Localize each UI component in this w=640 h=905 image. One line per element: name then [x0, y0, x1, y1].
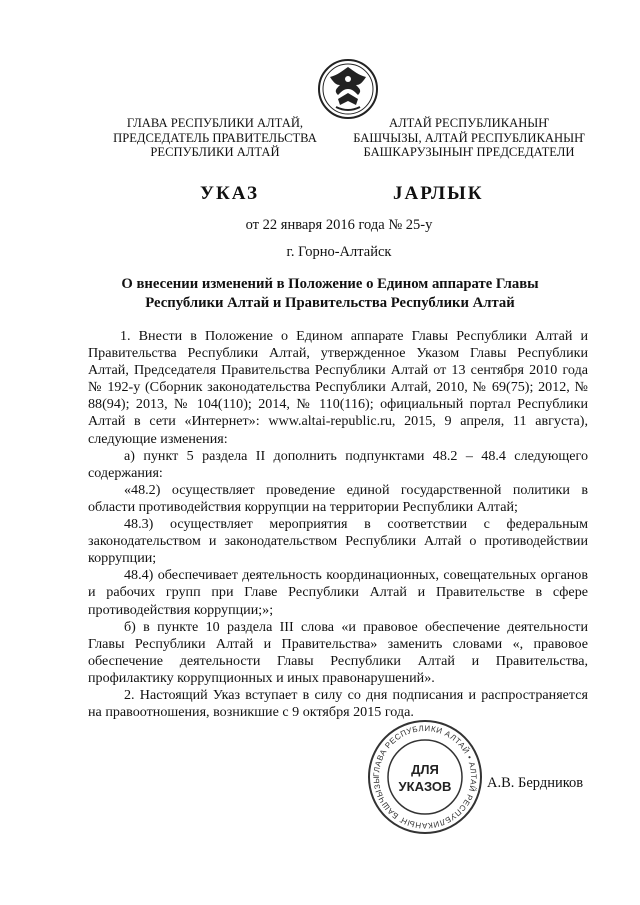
header-right-line: БАШКАРУЗЫНЫҤ ПРЕДСЕДАТЕЛИ — [363, 145, 575, 159]
title-line: О внесении изменений в Положение о Едином аппарате Главы — [121, 276, 539, 292]
header-left-block — [108, 116, 322, 160]
header-left-line: ПРЕДСЕДАТЕЛЬ ПРАВИТЕЛЬСТВА — [113, 130, 317, 145]
signer-name: А.В. Бердников — [487, 775, 584, 791]
doc-type-left: УКАЗ — [200, 183, 259, 204]
doc-type-right: ЈАРЛЫК — [393, 183, 484, 204]
document-title — [110, 275, 550, 313]
header-left-line: ГЛАВА РЕСПУБЛИКИ АЛТАЙ, — [126, 116, 304, 130]
coat-of-arms-emblem — [316, 55, 380, 121]
stamp-center-line1: ДЛЯ — [411, 762, 439, 777]
paragraph-a: а) пункт 5 раздела II дополнить подпунктами 48.2 – 48.4 следующего содержания: — [88, 447, 588, 481]
stamp-ring-text: ГЛАВА РЕСПУБЛИКИ АЛТАЙ • АЛТАЙ РЕСПУБЛИКАНЫҤ БАШЧЫЗЫ — [371, 723, 479, 831]
date-line: от 22 января 2016 года № 25-у — [245, 217, 433, 233]
paragraph-48-4: 48.4) обеспечивает деятельность координационных, совещательных органов и рабочих групп при Главе Республики Алтай и Правительстве в сфере противодействия коррупции;»; — [88, 567, 588, 618]
header-right-block — [352, 116, 586, 160]
official-stamp — [366, 718, 484, 836]
paragraph-b: б) в пункте 10 раздела III слова «и правовое обеспечение деятельности Главы Республики Алтай и Правительства» заменить словами «, правовое обеспечение деятельности Главы Республики Алтай и Правительства, профилактику коррупционных и иных правонарушений». — [88, 618, 588, 686]
paragraph-48-3: 48.3) осуществляет мероприятия в соответствии с федеральным законодательством и законодательством Республики Алтай о противодействии коррупции; — [88, 516, 588, 567]
header-right-line: БАШЧЫЗЫ, АЛТАЙ РЕСПУБЛИКАНЫҤ — [353, 130, 585, 145]
paragraph-1: 1. Внести в Положение о Едином аппарате Главы Республики Алтай и Правительства Республики Алтай, утвержденное Указом Главы Республики Алтай, Председателя Правительства Республики Алтай от 13 сентября 2010 года № 192-у (Сборник законодательства Республики Алтай, 2010, № 69(75); 2012, № 88(94); 2013, № 104(110); 2014, № 110(116); официальный портал Республики Алтай в сети «Интернет»: www.altai-republic.ru, 2015, 9 апреля, 11 августа), следующие изменения: — [88, 328, 588, 447]
city-line: г. Горно-Алтайск — [286, 244, 392, 260]
paragraph-2: 2. Настоящий Указ вступает в силу со дня подписания и распространяется на правоотношения, возникшие с 9 октября 2015 года. — [88, 686, 588, 721]
title-line: Республики Алтай и Правительства Республики Алтай — [145, 295, 515, 311]
paragraph-48-2: «48.2) осуществляет проведение единой государственной политики в области противодействия коррупции на территории Республики Алтай; — [88, 481, 588, 515]
document-body — [88, 328, 588, 721]
stamp-center-line2: УКАЗОВ — [398, 779, 452, 794]
header-left-line: РЕСПУБЛИКИ АЛТАЙ — [150, 145, 280, 159]
header-right-line: АЛТАЙ РЕСПУБЛИКАНЫҤ — [389, 116, 549, 130]
